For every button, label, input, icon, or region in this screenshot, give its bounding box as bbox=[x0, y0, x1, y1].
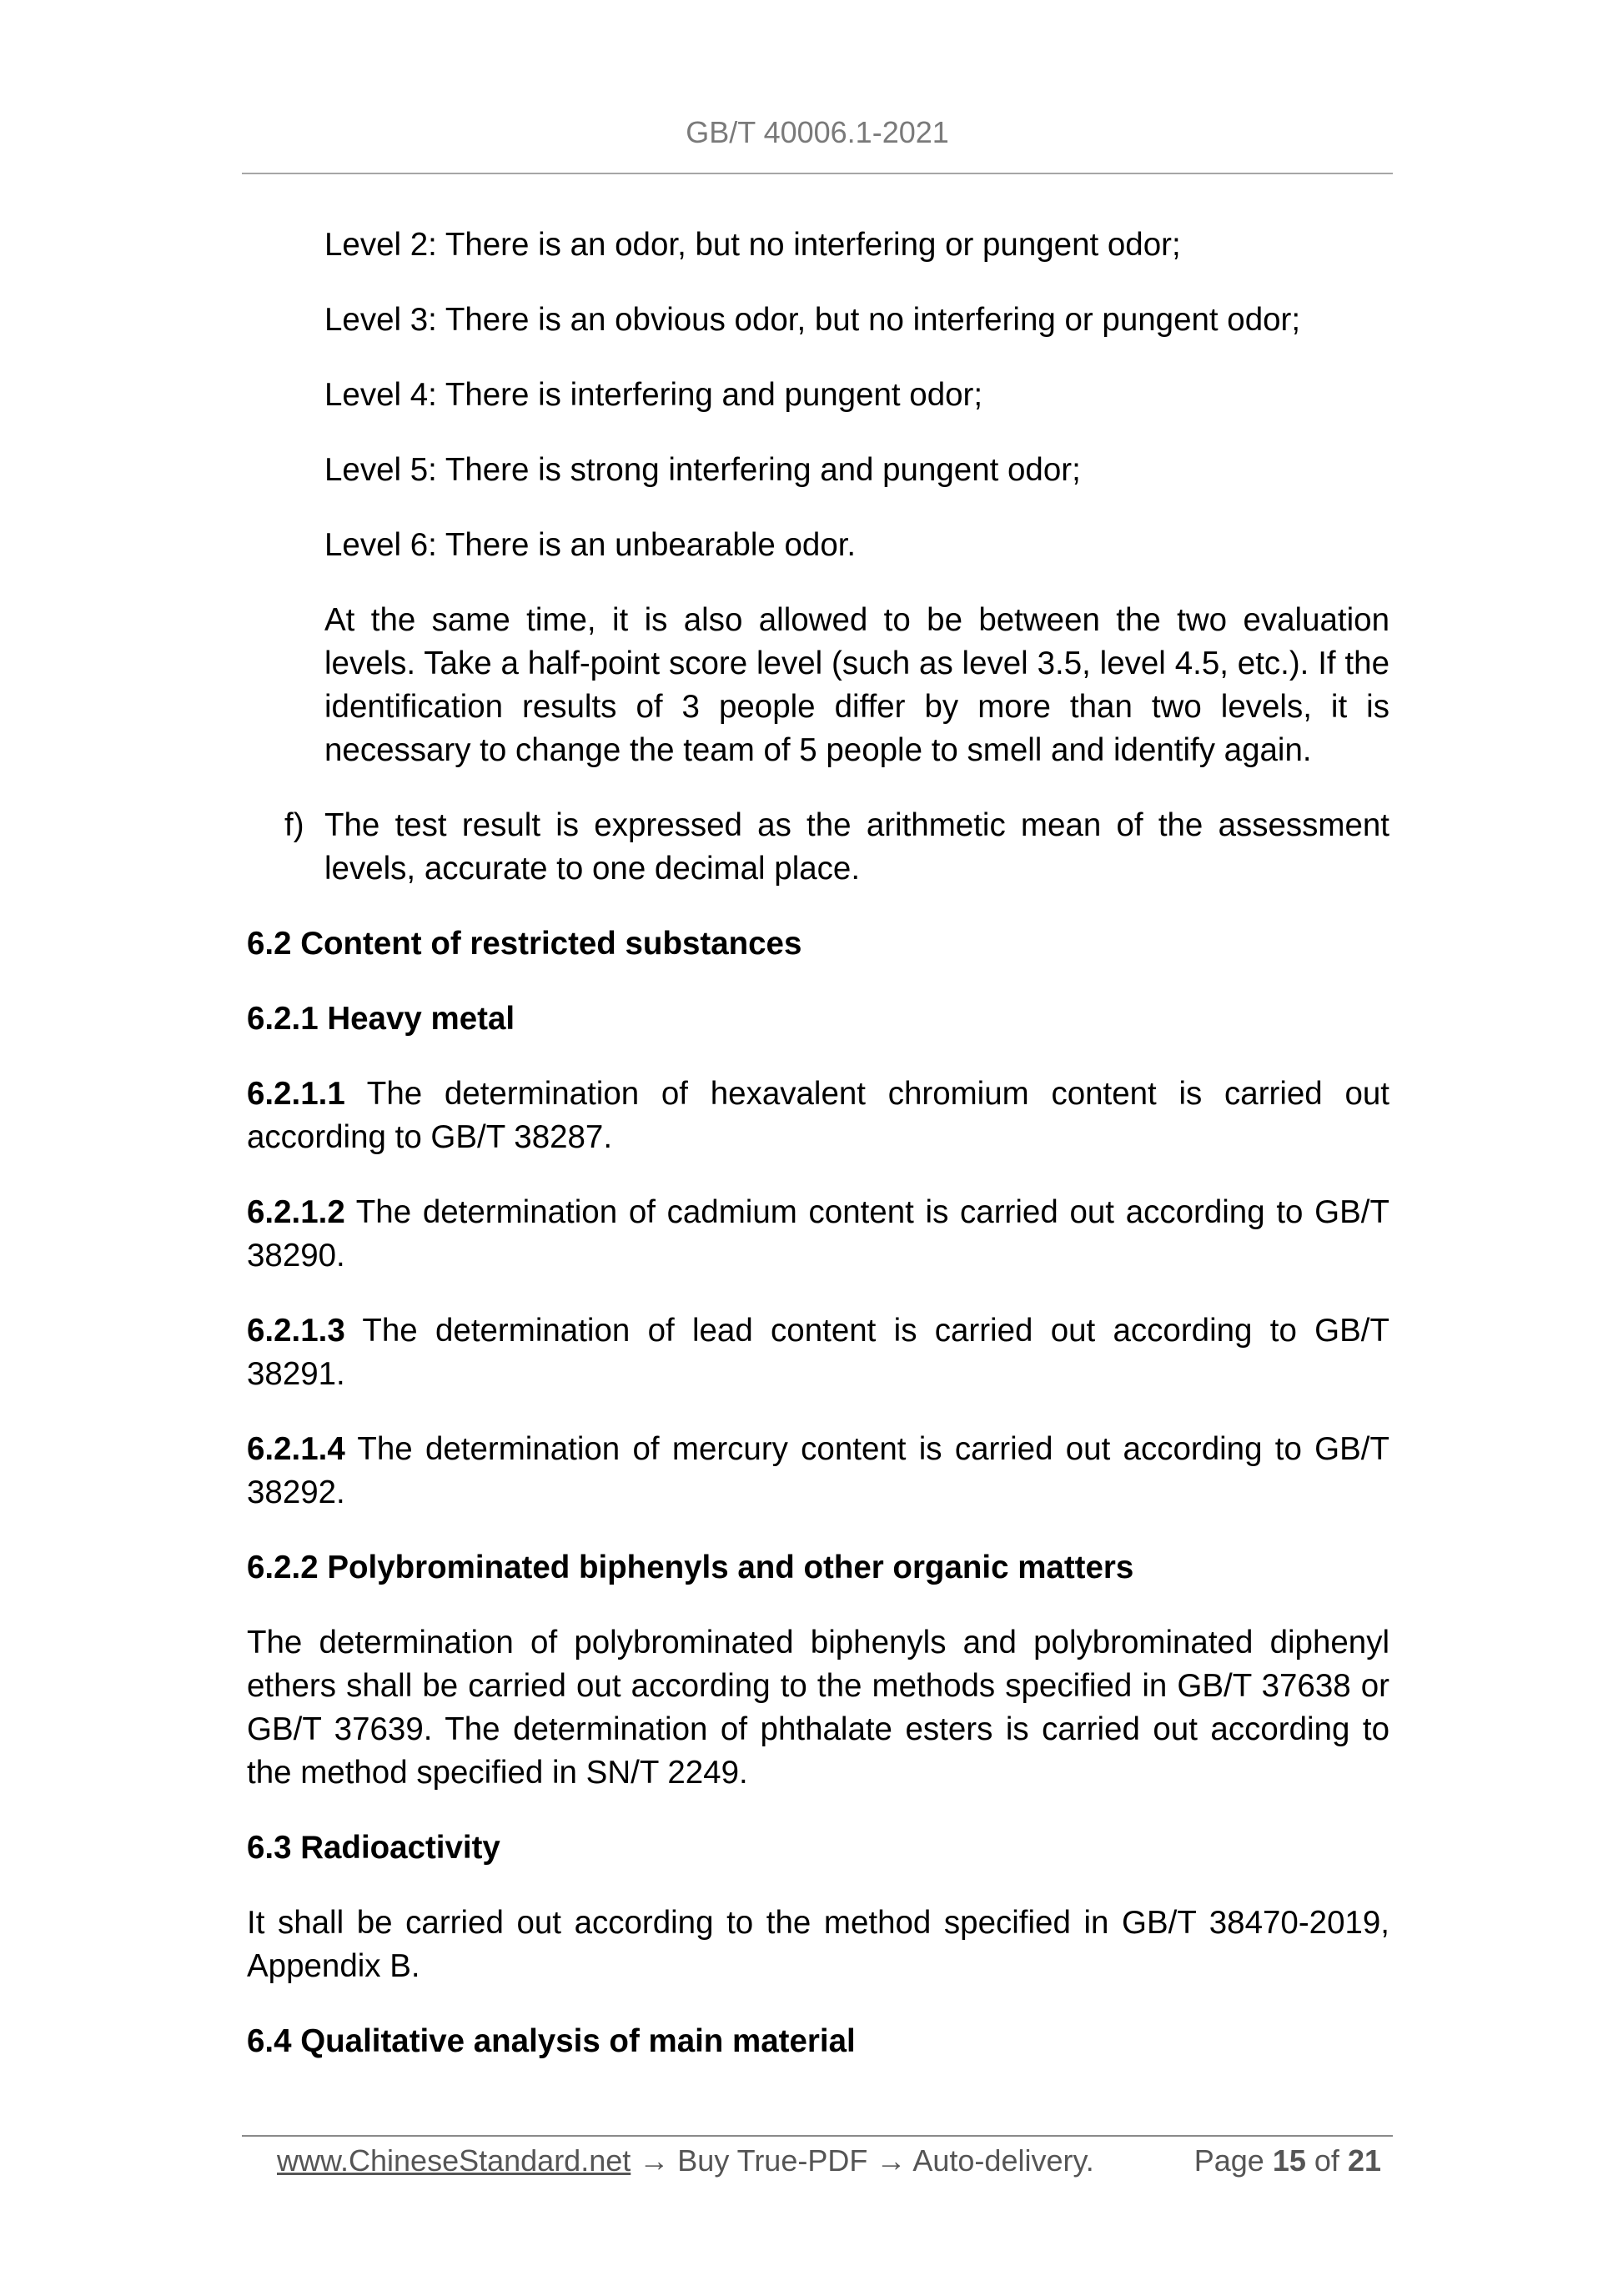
auto-delivery-text: Auto-delivery. bbox=[912, 2143, 1094, 2178]
section-6-2-heading: 6.2 Content of restricted substances bbox=[247, 926, 802, 962]
clause-text: The determination of hexavalent chromium content is carried out according to GB/T 38287. bbox=[247, 1076, 1389, 1155]
current-page-number: 15 bbox=[1272, 2143, 1306, 2178]
document-body bbox=[247, 224, 1389, 2095]
total-page-number: 21 bbox=[1347, 2143, 1381, 2178]
section-6-2-2-heading: 6.2.2 Polybrominated biphenyls and other organic matters bbox=[247, 1550, 1134, 1585]
list-item-f bbox=[247, 804, 1389, 891]
buy-true-pdf-text: Buy True-PDF bbox=[677, 2143, 868, 2178]
clause-number: 6.2.1.3 bbox=[247, 1313, 345, 1349]
level-4-line: Level 4: There is interfering and pungent odor; bbox=[324, 377, 983, 413]
clause-number: 6.2.1.4 bbox=[247, 1431, 345, 1467]
list-item-f-label: f) bbox=[284, 807, 304, 843]
clause-text: The determination of cadmium content is carried out according to GB/T 38290. bbox=[247, 1194, 1389, 1274]
section-6-4-heading: 6.4 Qualitative analysis of main material bbox=[247, 2023, 856, 2059]
level-3-line: Level 3: There is an obvious odor, but no interfering or pungent odor; bbox=[324, 302, 1301, 338]
list-item-f-text: The test result is expressed as the arithmetic mean of the assessment levels, accurate to one decimal place. bbox=[324, 807, 1389, 887]
clause-number: 6.2.1.1 bbox=[247, 1076, 345, 1112]
section-6-2-1-heading: 6.2.1 Heavy metal bbox=[247, 1001, 515, 1037]
level-5-line: Level 5: There is strong interfering and pungent odor; bbox=[324, 452, 1081, 488]
of-word: of bbox=[1314, 2143, 1339, 2178]
clause-text: The determination of mercury content is carried out according to GB/T 38292. bbox=[247, 1431, 1389, 1510]
footer-left bbox=[277, 2143, 1094, 2178]
footer-divider bbox=[242, 2135, 1393, 2137]
half-point-paragraph: At the same time, it is also allowed to be between the two evaluation levels. Take a half-point score level (such as level 3.5, level 4.5, etc.). If the identification results of 3 people differ by more than two levels, it is necessary to change the team of 5 people to smell and identify again. bbox=[324, 602, 1389, 768]
arrow-right-icon: → bbox=[639, 2143, 670, 2178]
page-word: Page bbox=[1193, 2143, 1264, 2178]
section-6-2-2-body: The determination of polybrominated biphenyls and polybrominated diphenyl ethers shall be carried out according to the methods specified in GB/T 37638 or GB/T 37639. The determination of phthalate esters is carried out according to the method specified in SN/T 2249. bbox=[247, 1625, 1389, 1791]
arrow-right-icon: → bbox=[876, 2143, 907, 2178]
clause-6-2-1-1 bbox=[247, 1073, 1389, 1159]
chinesestandard-link[interactable]: www.ChineseStandard.net bbox=[277, 2143, 631, 2178]
page-header-title: GB/T 40006.1-2021 bbox=[686, 115, 949, 149]
level-6-line: Level 6: There is an unbearable odor. bbox=[324, 527, 857, 563]
clause-number: 6.2.1.2 bbox=[247, 1194, 345, 1230]
header-divider bbox=[242, 173, 1393, 174]
page-indicator bbox=[1194, 2143, 1381, 2178]
clause-text: The determination of lead content is carried out according to GB/T 38291. bbox=[247, 1313, 1389, 1392]
section-6-3-heading: 6.3 Radioactivity bbox=[247, 1830, 500, 1866]
clause-6-2-1-4 bbox=[247, 1428, 1389, 1515]
clause-6-2-1-2 bbox=[247, 1191, 1389, 1278]
level-2-line: Level 2: There is an odor, but no interfering or pungent odor; bbox=[324, 227, 1181, 263]
section-6-3-body: It shall be carried out according to the method specified in GB/T 38470-2019, Appendix B. bbox=[247, 1905, 1389, 1984]
clause-6-2-1-3 bbox=[247, 1309, 1389, 1396]
